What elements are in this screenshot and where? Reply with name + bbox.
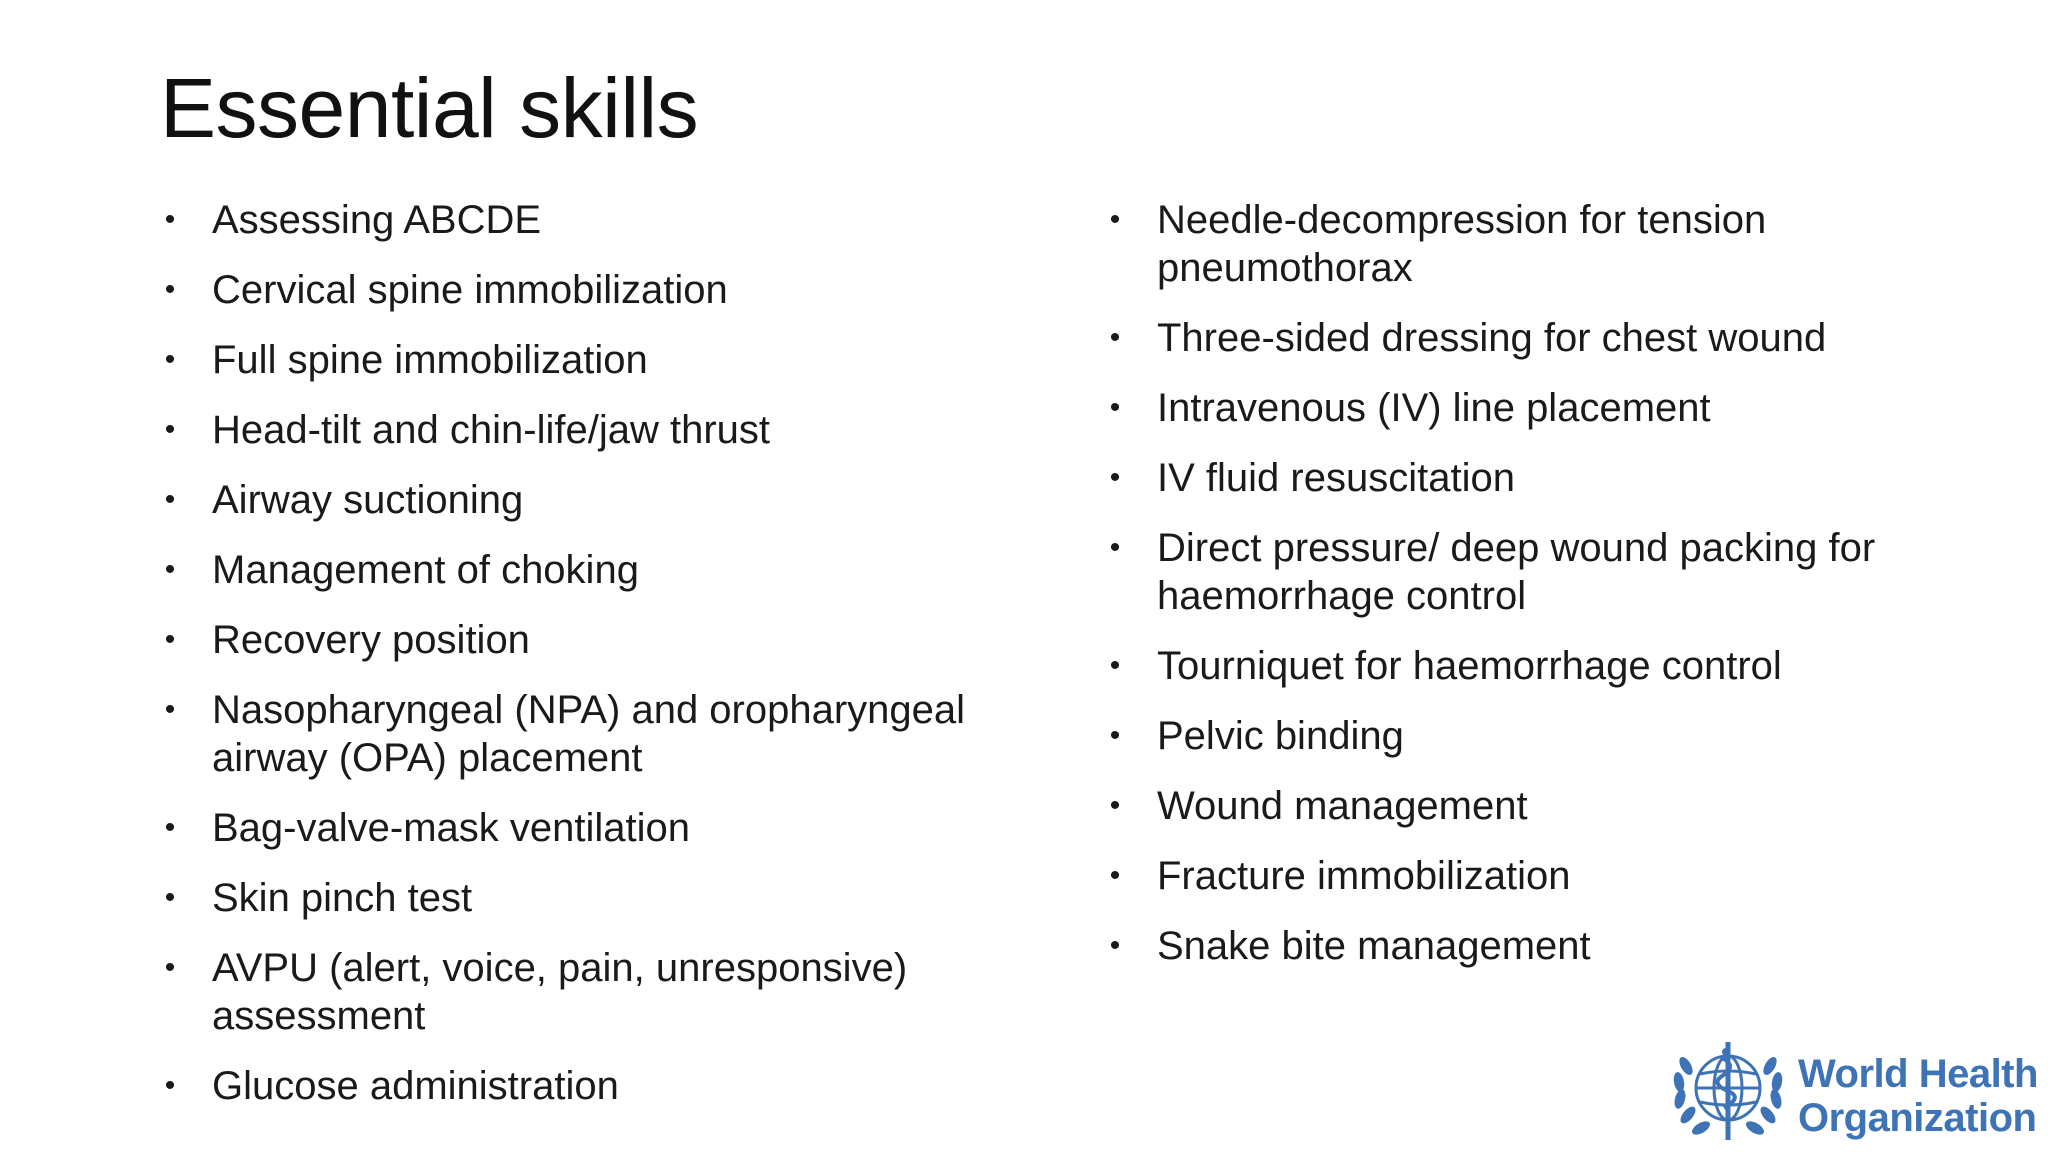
list-item [1105, 314, 1965, 362]
list-item-text: Full spine immobilization [212, 338, 648, 382]
list-item [1105, 196, 1965, 292]
bullet: • [1109, 391, 1121, 424]
who-logo [1660, 1032, 2040, 1152]
list-item [160, 336, 1000, 384]
bullet: • [1109, 859, 1121, 892]
list-item-text: Wound management [1157, 784, 1528, 828]
list-item [1105, 524, 1965, 620]
list-item [160, 944, 1000, 1040]
list-item-text: Snake bite management [1157, 924, 1591, 968]
list-item [160, 1062, 1000, 1110]
bullet: • [1109, 649, 1121, 682]
bullet: • [164, 273, 176, 306]
bullet: • [164, 693, 176, 726]
list-item [160, 406, 1000, 454]
logo-line-1: World Health [1798, 1052, 2038, 1096]
list-item [160, 874, 1000, 922]
list-item [1105, 642, 1965, 690]
list-item [160, 196, 1000, 244]
list-item-text: AVPU (alert, voice, pain, unresponsive) assessment [212, 946, 908, 1038]
bullet: • [1109, 531, 1121, 564]
bullet: • [164, 951, 176, 984]
bullet: • [164, 203, 176, 236]
list-item-text: Needle-decompression for tension pneumothorax [1157, 198, 1767, 290]
bullet: • [1109, 461, 1121, 494]
slide-title: Essential skills [160, 61, 699, 155]
list-item-text: Pelvic binding [1157, 714, 1404, 758]
bullet: • [1109, 719, 1121, 752]
list-item-text: Intravenous (IV) line placement [1157, 386, 1711, 430]
list-item-text: Nasopharyngeal (NPA) and oropharyngeal airway (OPA) placement [212, 688, 966, 780]
bullet: • [164, 553, 176, 586]
list-item-text: Cervical spine immobilization [212, 268, 728, 312]
bullet: • [164, 483, 176, 516]
bullet: • [164, 1069, 176, 1102]
list-item-text: Tourniquet for haemorrhage control [1157, 644, 1782, 688]
list-item-text: Direct pressure/ deep wound packing for haemorrhage control [1157, 526, 1876, 618]
list-item [160, 804, 1000, 852]
list-item [1105, 454, 1965, 502]
list-item-text: Management of choking [212, 548, 639, 592]
list-item [160, 686, 1000, 782]
list-item-text: Head-tilt and chin-life/jaw thrust [212, 408, 771, 452]
list-item-text: Airway suctioning [212, 478, 524, 522]
list-item-text: Skin pinch test [212, 876, 473, 920]
left-skill-list [160, 196, 1000, 1132]
list-item-text: Assessing ABCDE [212, 198, 542, 242]
list-item [1105, 852, 1965, 900]
bullet: • [164, 881, 176, 914]
bullet: • [164, 811, 176, 844]
logo-line-2: Organization [1798, 1096, 2037, 1140]
who-logo-text [1798, 1052, 2038, 1140]
right-skill-list [1105, 196, 1965, 992]
list-item-text: Fracture immobilization [1157, 854, 1571, 898]
list-item-text: IV fluid resuscitation [1157, 456, 1515, 500]
list-item [160, 616, 1000, 664]
list-item-text: Three-sided dressing for chest wound [1157, 316, 1827, 360]
list-item-text: Bag-valve-mask ventilation [212, 806, 690, 850]
bullet: • [1109, 321, 1121, 354]
bullet: • [1109, 789, 1121, 822]
list-item [1105, 384, 1965, 432]
bullet: • [164, 413, 176, 446]
bullet: • [1109, 203, 1121, 236]
list-item-text: Recovery position [212, 618, 530, 662]
list-item-text: Glucose administration [212, 1064, 619, 1108]
list-item [1105, 782, 1965, 830]
list-item [160, 476, 1000, 524]
who-emblem-icon [1666, 1036, 1790, 1148]
bullet: • [164, 623, 176, 656]
list-item [1105, 922, 1965, 970]
bullet: • [164, 343, 176, 376]
bullet: • [1109, 929, 1121, 962]
list-item [160, 546, 1000, 594]
list-item [1105, 712, 1965, 760]
list-item [160, 266, 1000, 314]
